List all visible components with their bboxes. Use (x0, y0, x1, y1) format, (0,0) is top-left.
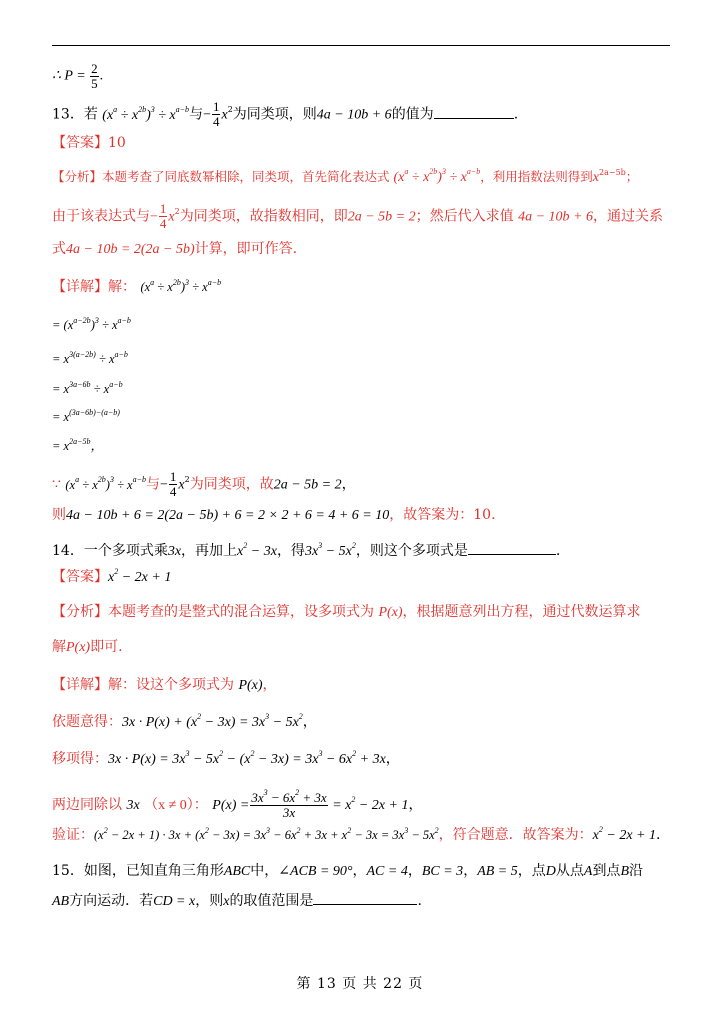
expr: P(x) (378, 605, 403, 620)
expr: ÷ x (445, 170, 467, 185)
detail-text: 与 (146, 476, 161, 493)
q13-analysis-line1 (52, 168, 638, 187)
expr: P(x) (66, 640, 91, 655)
expr: (x (65, 477, 76, 492)
expr: ÷ x (113, 477, 133, 492)
sup: 3(a−2b) (69, 349, 96, 359)
expr: 4a − 10b + 6 (316, 107, 392, 123)
expr: x (168, 209, 175, 225)
expr: 4a − 10b + 6 = 2(2a − 5b) + 6 = 2 × 2 + 6 = 4 + 6 = 10 (66, 508, 390, 523)
q-text: ，则这个多项式是 (355, 543, 468, 559)
expr: = x (52, 439, 70, 453)
expr: ÷ x (117, 107, 139, 123)
expr: + 3x (356, 752, 386, 767)
sup: 2 (227, 104, 233, 114)
expr: − 5x (322, 544, 352, 559)
answer-blank (468, 540, 556, 555)
q14-analysis-line2 (52, 638, 123, 657)
expr: − (x (223, 752, 251, 767)
sup: 2 (347, 825, 352, 835)
q13-because (52, 470, 356, 499)
expr: ÷ x (154, 280, 173, 294)
expr: = (x (52, 318, 74, 332)
detail-text: 移项得： (52, 751, 108, 767)
q14-analysis-line1 (52, 603, 641, 622)
expr: − 6x (267, 789, 296, 805)
expr: ) (146, 107, 151, 123)
sup: 2b (138, 104, 147, 114)
expr: − 6x (322, 752, 353, 767)
header-rule (52, 45, 670, 46)
expr: x (237, 544, 244, 559)
q13-analysis-line2 (52, 202, 663, 231)
analysis-text: 计算，即可作答. (194, 241, 298, 257)
expr: x (592, 170, 600, 185)
minus: − (160, 477, 168, 493)
expr: − 2x + 1 (602, 828, 656, 843)
q13-then (52, 506, 496, 525)
q-text: 的值为 (391, 106, 434, 123)
question-number: 13． (52, 106, 84, 123)
frac-num: 1 (169, 469, 177, 484)
sup: 3 (318, 541, 323, 551)
q-text: 沿 (629, 863, 643, 879)
sup: 3 (185, 749, 190, 759)
expr: ÷ x (79, 477, 98, 492)
analysis-text: ，通过关系 (592, 208, 663, 225)
detail-label: 【详解】解：设这个多项式为 (52, 677, 234, 693)
expr: (x (94, 828, 104, 842)
q14-answer (52, 568, 171, 587)
frac-den: 3x (282, 804, 296, 820)
q13-step-3 (52, 380, 123, 398)
expr: ÷ x (90, 382, 110, 396)
sup: 2 (243, 541, 248, 551)
expr: ) (90, 318, 95, 332)
sup: 2 (250, 749, 255, 759)
analysis-text: 解 (52, 639, 66, 655)
detail-text: 则 (52, 507, 66, 523)
expr: ÷ x (154, 107, 176, 123)
sup: 3 (185, 277, 190, 287)
expr: B (620, 864, 629, 879)
expr: x (223, 894, 230, 909)
q-text: 的取值范围是 (229, 893, 314, 909)
expr: − 5x (269, 715, 299, 730)
expr: (x (393, 170, 405, 185)
q-text: 到点 (592, 863, 621, 879)
expr: 3x (126, 798, 140, 813)
expr: 3x (304, 544, 319, 559)
expr: 4a − 10b = 2(2a − 5b) (66, 242, 195, 257)
sup: 2a−5b (599, 167, 626, 177)
expr: ABC (223, 864, 251, 879)
q-text: ，则 (195, 893, 224, 909)
detail-text: （x ≠ 0）： (144, 798, 208, 813)
detail-text: ， (302, 714, 317, 730)
sup: 3 (94, 315, 99, 325)
expr: 2a − 5b = 2 (273, 477, 342, 493)
answer-blank (434, 104, 514, 119)
expr: ∠ACB = 90° (278, 864, 353, 879)
period: . (99, 68, 104, 84)
expr: x (221, 107, 228, 123)
expr: ÷ x (189, 280, 208, 294)
sup: 2 (352, 749, 357, 759)
sup: 3 (441, 167, 446, 177)
sup: 3 (109, 475, 114, 485)
detail-text: 验证： (52, 827, 94, 843)
expr: + 3x (299, 789, 327, 805)
period: . (555, 543, 561, 559)
detail-text: ，故答案为：10. (389, 507, 496, 523)
q-text: ， (352, 863, 367, 879)
expr: 3x · P(x) = 3x (108, 752, 186, 767)
expr: − 2x + 1 (118, 570, 172, 585)
sup: 3 (150, 104, 155, 114)
sup: 2b (97, 475, 106, 485)
sup: 2 (174, 206, 180, 216)
frac-num: 1 (159, 201, 167, 216)
expr: = x (52, 352, 70, 366)
expr: P(x) (238, 678, 263, 693)
analysis-text: 式 (52, 241, 66, 257)
detail-text: 两边同除以 (52, 797, 122, 813)
sup: 3 (404, 825, 409, 835)
expr: − 5x (408, 828, 435, 842)
sup: 2 (351, 541, 356, 551)
q-text: 方向运动．若 (69, 893, 154, 909)
q-text: ，点 (517, 863, 546, 879)
question-14 (52, 540, 560, 561)
sup: a−b (175, 104, 190, 114)
sup: a−2b (73, 315, 91, 325)
q-text: 如图，已知直角三角形 (83, 863, 224, 879)
sup: 2 (296, 825, 301, 835)
sup: 2b (172, 277, 181, 287)
question-15-line1 (52, 862, 643, 881)
sup: a−b (114, 349, 128, 359)
q13-step-4 (52, 408, 120, 426)
expr: + 3x + x (300, 828, 348, 842)
q14-detail-head (52, 676, 277, 695)
sup: a (404, 167, 409, 177)
period: . (656, 827, 661, 843)
sup: 3 (265, 712, 270, 722)
q13-answer (52, 134, 126, 152)
expr: ÷ x (408, 170, 430, 185)
sup: 2 (197, 712, 202, 722)
frac-den: 5 (91, 76, 98, 91)
expr: P(x) = (212, 798, 250, 813)
sup: 2 (434, 825, 439, 835)
expr: ) (437, 170, 442, 185)
sup: a−b (207, 277, 222, 287)
frac-num: 2 (91, 61, 98, 76)
q14-step-3 (52, 788, 422, 823)
q-text: 与 (189, 106, 204, 123)
q-text: ， (407, 863, 422, 879)
expr: − 6x (270, 828, 297, 842)
analysis-text: ；然后代入求值 (415, 208, 514, 225)
sup: 3 (318, 749, 323, 759)
expr: ÷ x (95, 352, 115, 366)
analysis-text: 【分析】本题考查了同底数幂相除，同类项，首先简化表达式 (52, 169, 390, 184)
answer-label: 【答案】 (52, 135, 108, 151)
expr: AB (52, 894, 70, 909)
sup: a−b (109, 379, 123, 389)
minus: − (150, 209, 158, 225)
expr: (x (102, 107, 114, 123)
expr: D (545, 864, 556, 879)
sup: a−b (117, 315, 131, 325)
sup: 2 (184, 474, 190, 484)
sup: a−b (132, 475, 147, 485)
analysis-text: 【分析】本题考查的是整式的混合运算，设多项式为 (52, 604, 374, 620)
q-text: 中， (250, 863, 279, 879)
sup: 2 (295, 788, 300, 798)
expr: ) (180, 280, 186, 294)
sup: 3 (263, 788, 268, 798)
expr: 3x (251, 789, 264, 805)
sup: 2 (204, 825, 209, 835)
frac-den: 4 (212, 114, 220, 129)
expr: A (583, 864, 593, 879)
question-number: 15． (52, 863, 84, 879)
expr: AC = 4 (366, 864, 408, 879)
therefore-lhs: ∴ P = (52, 68, 86, 84)
sup: a (75, 475, 80, 485)
sup: 2 (114, 567, 119, 577)
sup: 2b (429, 167, 438, 177)
detail-text: ， (262, 677, 277, 693)
sup: 2 (298, 712, 303, 722)
detail-text: ， (385, 751, 400, 767)
question-13 (52, 100, 518, 129)
question-15-line2 (52, 890, 422, 911)
question-number: 14． (52, 543, 84, 559)
q-text: ，再加上 (181, 543, 238, 559)
q13-detail-head (52, 278, 221, 296)
answer-blank (313, 890, 417, 905)
sup: a (113, 104, 118, 114)
detail-text: 为同类项，故 (189, 476, 274, 493)
analysis-text: 即可. (90, 639, 123, 655)
expr: AB = 5 (477, 864, 518, 879)
expr: = x (328, 798, 352, 813)
expr: ) (105, 477, 110, 492)
analysis-text: ； (625, 169, 639, 184)
analysis-text: ，根据题意列出方程，通过代数运算求 (402, 604, 641, 620)
detail-text: ， (408, 797, 423, 813)
expr: BC = 3 (421, 864, 464, 879)
detail-text: 依题意得： (52, 714, 122, 730)
sup: a (150, 277, 155, 287)
q13-step-1 (52, 316, 131, 334)
q13-analysis-line3 (52, 240, 297, 259)
minus: − (203, 107, 211, 123)
expr: − 3x (247, 544, 277, 559)
frac-den: 4 (159, 216, 167, 231)
expr: = x (52, 382, 70, 396)
answer-value: 10 (108, 135, 126, 151)
sup: 2 (219, 749, 224, 759)
q-text: ， (463, 863, 478, 879)
q-text: 一个多项式乘 (83, 543, 168, 559)
sup: 3a−6b (69, 379, 91, 389)
sup: a−b (466, 167, 481, 177)
page-footer: 第 13 页 共 22 页 (296, 976, 424, 992)
expr: − 3x = 3x (351, 828, 405, 842)
analysis-text: 为同类项，故指数相同，即 (179, 208, 348, 225)
period: . (417, 893, 422, 909)
because-symbol: ∵ (52, 476, 61, 493)
period: . (513, 106, 519, 123)
expr: 2a − 5b = 2 (347, 209, 416, 225)
expr: ÷ x (98, 318, 118, 332)
q14-verify (52, 826, 660, 845)
q14-step-1 (52, 713, 317, 732)
expr: ， (90, 439, 104, 453)
q13-step-2 (52, 350, 128, 368)
q14-step-2 (52, 750, 400, 769)
sup: 2 (598, 825, 603, 835)
expr: − 3x) = 3x (201, 715, 266, 730)
answer-label: 【答案】 (52, 569, 108, 585)
expr: 4a − 10b + 6 (518, 209, 593, 225)
q-text: 若 (83, 106, 98, 123)
expr: − 5x (189, 752, 220, 767)
frac-den: 4 (169, 484, 177, 499)
detail-text: ， (341, 476, 356, 493)
expr: 3x · P(x) + (x (122, 715, 198, 730)
analysis-text: ，利用指数法则得到 (480, 169, 593, 184)
expr: − 2x + 1 (355, 798, 409, 813)
q-text: 从点 (555, 863, 584, 879)
expr: x (178, 477, 185, 493)
expr: 3x (167, 544, 182, 559)
expr: x (592, 828, 599, 843)
detail-label: 【详解】解： (52, 279, 136, 295)
therefore-line (52, 62, 103, 91)
expr: − 3x) = 3x (254, 752, 319, 767)
analysis-text: 由于该表达式与 (52, 208, 150, 225)
detail-text: ，符合题意．故答案为： (438, 827, 593, 843)
expr: x (108, 570, 115, 585)
expr: (x (140, 280, 151, 294)
frac-num: 1 (212, 99, 220, 114)
expr: = x (52, 410, 70, 424)
expr: CD = x (153, 894, 196, 909)
expr: − 2x + 1) · 3x + (x (107, 828, 205, 842)
q-text: 为同类项，则 (232, 106, 317, 123)
sup: 2 (351, 795, 356, 805)
q-text: ，得 (276, 543, 305, 559)
sup: 2a−5b (69, 436, 91, 446)
sup: 2 (103, 825, 108, 835)
sup: 3 (266, 825, 271, 835)
expr: − 3x) = 3x (208, 828, 267, 842)
q13-step-5 (52, 437, 103, 455)
sup: (3a−6b)−(a−b) (69, 407, 120, 417)
